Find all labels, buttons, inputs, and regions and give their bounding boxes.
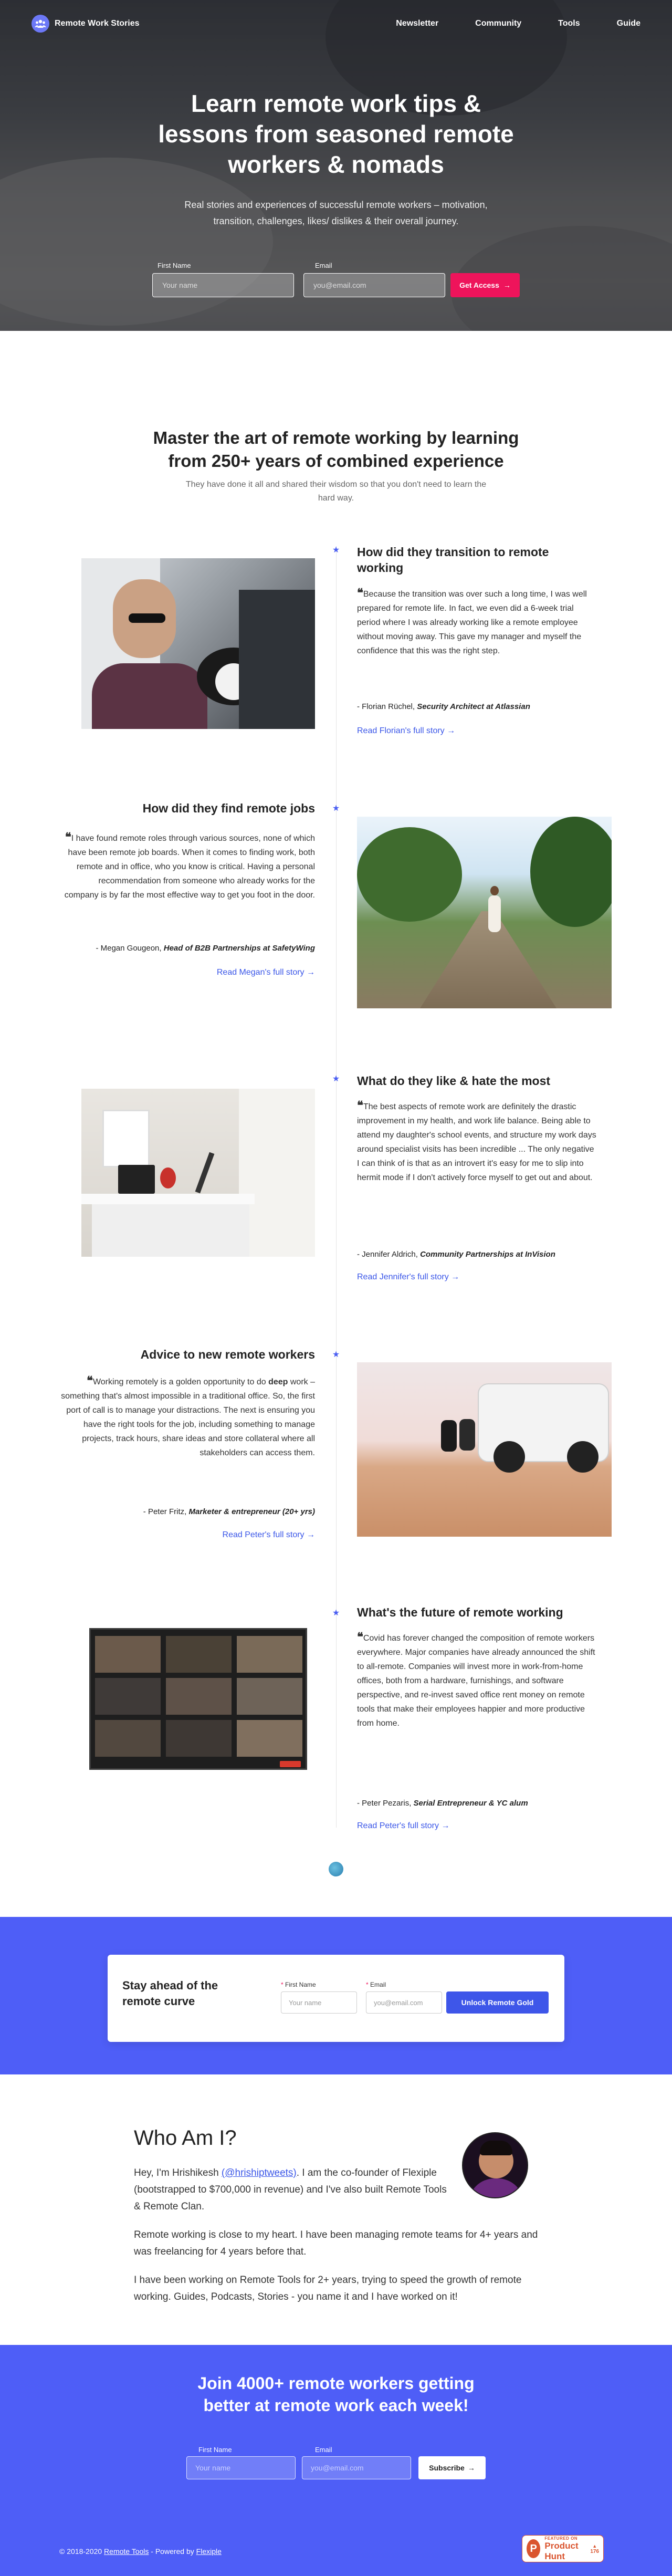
get-access-button[interactable] — [450, 273, 520, 297]
arrow-right-icon: → — [503, 281, 511, 289]
read-full-story-link[interactable] — [357, 726, 455, 736]
subscribe-button[interactable] — [418, 2456, 486, 2479]
arrow-right-icon: → — [307, 1530, 315, 1539]
story-heading: Advice to new remote workers — [140, 1348, 315, 1361]
first-name-label: First Name — [158, 262, 191, 269]
copyright-text: - Powered by — [151, 2547, 194, 2556]
author-role: Serial Entrepreneur & YC alum — [413, 1799, 528, 1808]
section-title: Master the art of remote working by learning from 250+ years of combined experience — [153, 428, 519, 471]
arrow-right-icon: → — [441, 1821, 450, 1830]
read-link-label: Read Florian's full story — [357, 726, 445, 735]
author-name: - Florian Rüchel, — [357, 702, 415, 711]
quote-icon: ❝ — [357, 1630, 363, 1643]
about-text: Hey, I'm Hrishikesh — [134, 2167, 219, 2178]
quote-icon: ❝ — [87, 1374, 93, 1387]
quote-emphasis: deep — [268, 1378, 288, 1386]
author-name: - Megan Gougeon, — [96, 944, 162, 953]
story-heading: What do they like & hate the most — [357, 1074, 551, 1088]
email-input[interactable]: you@email.com — [302, 2456, 411, 2479]
story-author — [357, 1799, 528, 1808]
hero-title: Learn remote work tips & lessons from seasoned remote workers & nomads — [158, 90, 514, 178]
read-link-label: Read Peter's full story — [357, 1821, 439, 1830]
about-paragraph: Remote working is close to my heart. I have been managing remote teams for 4+ years and was freelancing for 4 years before that. — [134, 2229, 538, 2257]
avatar — [462, 2132, 528, 2198]
subscribe-label: Subscribe — [429, 2464, 465, 2472]
brand-link[interactable] — [32, 15, 140, 33]
join-title: Join 4000+ remote workers getting better at remote work each week! — [197, 2374, 475, 2415]
flexiple-link[interactable]: Flexiple — [196, 2547, 222, 2556]
email-label: Email — [315, 2446, 332, 2454]
arrow-right-icon: → — [307, 968, 315, 977]
first-name-input[interactable]: Your name — [152, 273, 294, 297]
product-hunt-text — [544, 2536, 586, 2562]
email-input[interactable]: you@email.com — [366, 1991, 442, 2014]
hero-subtitle: Real stories and experiences of successful remote workers – motivation, transition, challenges, likes/ dislikes & their overall journey. — [184, 200, 488, 226]
newsletter-card — [108, 1955, 564, 2042]
author-role: Marketer & entrepreneur (20+ yrs) — [188, 1507, 315, 1516]
arrow-right-icon: → — [467, 2464, 475, 2472]
photo-video-call-grid — [89, 1628, 307, 1770]
arrow-right-icon: → — [447, 726, 456, 735]
star-icon: ★ — [332, 1609, 340, 1618]
email-label: Email — [315, 262, 332, 269]
first-name-input[interactable]: Your name — [186, 2456, 296, 2479]
ph-votes — [590, 2543, 599, 2554]
author-name: - Peter Fritz, — [143, 1507, 187, 1516]
story-quote — [357, 586, 598, 658]
copyright-text: © 2018-2020 — [59, 2547, 102, 2556]
who-am-i-title: Who Am I? — [134, 2126, 237, 2150]
author-role: Community Partnerships at InVision — [420, 1250, 555, 1259]
read-link-label: Read Jennifer's full story — [357, 1273, 449, 1281]
star-icon: ★ — [332, 1350, 340, 1359]
ph-featured-label: FEATURED ON — [544, 2536, 578, 2541]
read-full-story-link[interactable] — [357, 1273, 459, 1282]
read-link-label: Read Peter's full story — [222, 1530, 304, 1539]
story-heading: How did they find remote jobs — [142, 801, 315, 815]
photo-man-in-car-with-dog — [81, 558, 315, 729]
photo-woman-on-railway-tracks — [357, 817, 612, 1008]
read-full-story-link[interactable] — [357, 1821, 449, 1831]
read-full-story-link[interactable] — [173, 1530, 315, 1540]
email-input[interactable]: you@email.com — [303, 273, 445, 297]
story-author — [63, 1507, 315, 1516]
author-role: Head of B2B Partnerships at SafetyWing — [163, 944, 315, 953]
nav-community-link[interactable]: Community — [475, 19, 522, 28]
story-author — [357, 1250, 555, 1259]
unlock-remote-gold-button[interactable]: Unlock Remote Gold — [446, 1991, 549, 2014]
first-name-label: * First Name — [281, 1981, 316, 1988]
story-quote — [357, 1098, 598, 1185]
timeline-line — [336, 546, 337, 1828]
quote-text: I have found remote roles through various sources, none of which have been remote job boards. When it comes to finding work, both remote and in office, who you know is critical. Having a personal recommendation from someone who already works for the company is by far the most effective way to get you foot in the door. — [64, 834, 315, 900]
section-subtitle: They have done it all and shared their wisdom so that you don't need to learn the hard way. — [185, 480, 487, 503]
remote-tools-link[interactable]: Remote Tools — [104, 2547, 149, 2556]
quote-icon: ❝ — [357, 1099, 363, 1112]
nav-guide-link[interactable]: Guide — [616, 19, 640, 28]
star-icon: ★ — [332, 1075, 340, 1083]
quote-text: Because the transition was over such a long time, I was well prepared for remote life. In fact, we even did a 6-week trial period where I was already working like a remote employee without moving away. This gave my manager and myself the confidence that this was the right step. — [357, 590, 587, 655]
star-icon: ★ — [332, 546, 340, 555]
hero-signup-form — [152, 262, 520, 298]
ph-vote-count: 176 — [590, 2548, 599, 2554]
upvote-icon: ▲ — [592, 2543, 597, 2549]
about-paragraph: I have been working on Remote Tools for 2+ years, trying to speed the growth of remote working. Guides, Podcasts, Stories - you name it and I have worked on it! — [134, 2275, 522, 2302]
nav-links — [396, 19, 640, 28]
quote-text: Working remotely is a golden opportunity to do — [92, 1378, 269, 1386]
email-label: * Email — [366, 1981, 386, 1988]
first-name-label: First Name — [198, 2446, 232, 2454]
group-icon — [32, 15, 49, 33]
quote-icon: ❝ — [65, 830, 71, 843]
nav-newsletter-link[interactable]: Newsletter — [396, 19, 439, 28]
read-full-story-link[interactable] — [173, 968, 315, 977]
copyright — [59, 2547, 222, 2556]
story-quote — [58, 1373, 315, 1460]
twitter-handle-link[interactable]: (@hrishiptweets) — [221, 2167, 297, 2178]
author-name: - Peter Pezaris, — [357, 1799, 412, 1808]
globe-icon — [329, 1862, 343, 1876]
nav-tools-link[interactable]: Tools — [558, 19, 580, 28]
get-access-label: Get Access — [459, 281, 499, 289]
product-hunt-icon: P — [527, 2539, 540, 2558]
story-author — [63, 944, 315, 953]
quote-text: Covid has forever changed the composition of remote workers everywhere. Major companies have already announced the shift to all-remote. Companies will invest more in work-from-home offices, both from a hardware, furnishings, and software perspective, and re-invest saved office rent money on remote tools that make their employees happier and more productive from home. — [357, 1634, 595, 1728]
story-heading: How did they transition to remote working — [357, 545, 549, 575]
arrow-right-icon: → — [451, 1273, 460, 1281]
top-nav — [0, 0, 672, 47]
first-name-input[interactable]: Your name — [281, 1991, 357, 2014]
star-icon: ★ — [332, 804, 340, 813]
author-name: - Jennifer Aldrich, — [357, 1250, 418, 1259]
about-paragraph — [134, 2165, 449, 2215]
hero-section — [0, 0, 672, 331]
brand-name: Remote Work Stories — [55, 19, 140, 28]
quote-text: work – something that's almost impossible in a traditional office. So, the first port of call is to manage your distractions. The next is ensuring you have the right tools for the job, including something to manage projects, track hours, share ideas and store collateral where all stakeholders can access them. — [61, 1378, 315, 1457]
read-link-label: Read Megan's full story — [216, 968, 304, 977]
story-quote — [357, 1630, 598, 1730]
ph-name: Product Hunt — [544, 2540, 579, 2561]
photo-couple-with-suv-in-desert — [357, 1362, 612, 1537]
photo-home-office-desk — [81, 1089, 315, 1257]
story-heading: What's the future of remote working — [357, 1605, 563, 1619]
product-hunt-badge[interactable] — [522, 2535, 604, 2562]
author-role: Security Architect at Atlassian — [417, 702, 530, 711]
about-text: . I am the co-founder of Flexiple (bootstrapped to $700,000 in revenue) and I've also built Remote Tools & Remote Clan. — [134, 2167, 447, 2212]
newsletter-title: Stay ahead of the remote curve — [122, 1979, 218, 2008]
story-author — [357, 702, 530, 711]
quote-icon: ❝ — [357, 586, 363, 599]
story-quote — [63, 830, 315, 902]
quote-text: The best aspects of remote work are definitely the drastic improvement in my health, and work life balance. Being able to attend my daughter's school events, and structure my work days around specialist visits has been incredible ... The only negative I can think of is that as an introvert it's easy for me to slip into hermit mode if I don't actively force myself to get out and about. — [357, 1102, 596, 1182]
